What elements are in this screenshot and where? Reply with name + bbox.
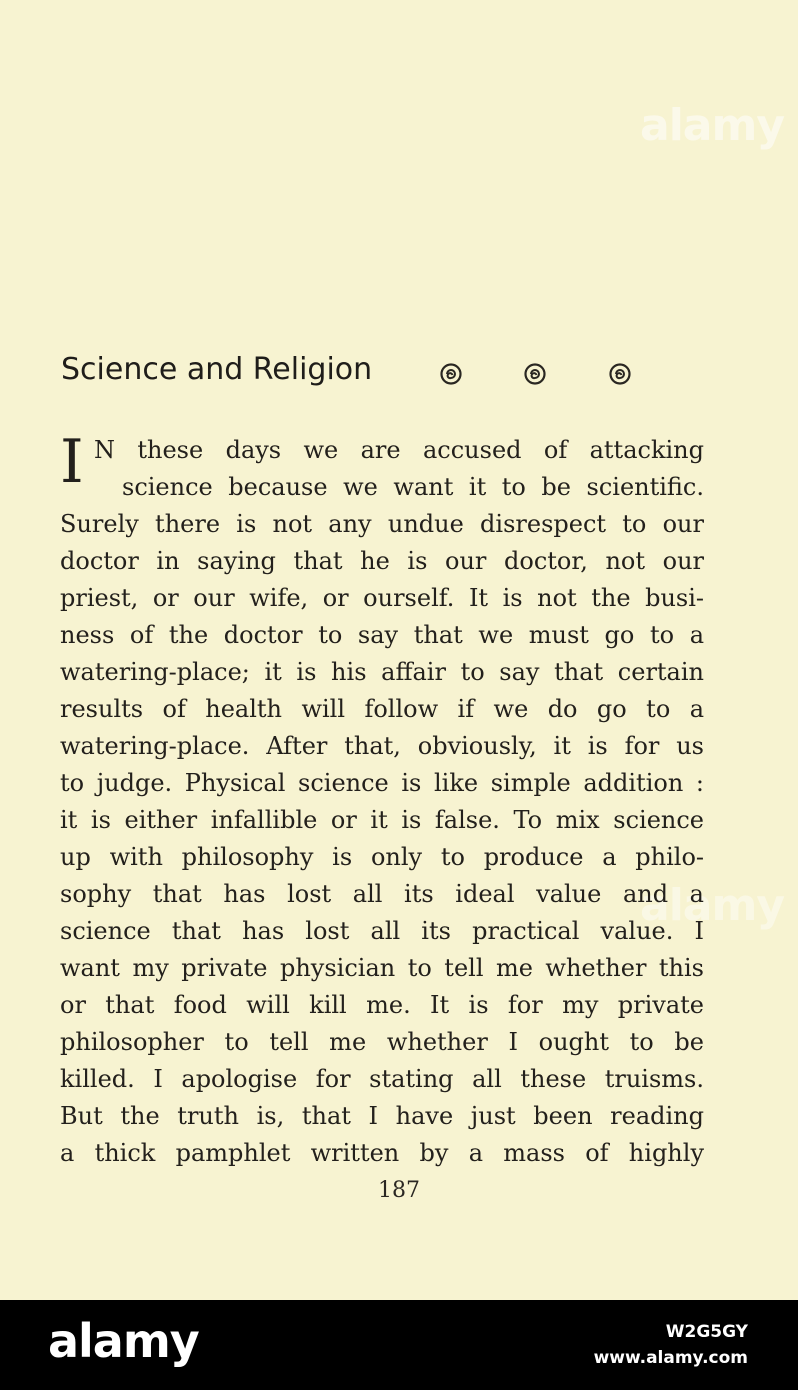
spiral-ornament-icon (523, 362, 547, 386)
drop-cap: I (60, 427, 84, 497)
chapter-title: Science and Religion (61, 352, 373, 387)
text-line: it is either infallible or it is false. To mix science (60, 806, 704, 834)
spiral-ornament-icon (608, 362, 632, 386)
text-line: Surely there is not any undue disrespect to our (60, 510, 704, 538)
text-line: But the truth is, that I have just been reading (60, 1102, 704, 1130)
text-line: or that food will kill me. It is for my private (60, 991, 704, 1019)
alamy-watermark: alamy (640, 880, 784, 931)
text-line: a thick pamphlet written by a mass of highly (60, 1139, 704, 1167)
text-line: watering-place. After that, obviously, it is for us (60, 732, 704, 760)
text-line: science because we want it to be scientific. (122, 473, 704, 501)
text-line: want my private physician to tell me whether this (60, 954, 704, 982)
chapter-heading (61, 350, 701, 394)
text-line: priest, or our wife, or ourself. It is not the busi- (60, 584, 704, 612)
text-line: up with philosophy is only to produce a philo- (60, 843, 704, 871)
text-line: results of health will follow if we do go to a (60, 695, 704, 723)
text-line: watering-place; it is his affair to say that certain (60, 658, 704, 686)
text-line: ness of the doctor to say that we must go to a (60, 621, 704, 649)
body-text (60, 427, 704, 1172)
text-line: sophy that has lost all its ideal value and a (60, 880, 704, 908)
text-line: killed. I apologise for stating all these truisms. (60, 1065, 704, 1093)
text-line: to judge. Physical science is like simple addition : (60, 769, 704, 797)
watermark-band (0, 1300, 798, 1390)
alamy-logo: alamy (48, 1314, 199, 1368)
watermark-url: www.alamy.com (593, 1348, 748, 1368)
text-line: N these days we are accused of attacking (94, 436, 704, 464)
spiral-ornament-icon (439, 362, 463, 386)
text-line: doctor in saying that he is our doctor, not our (60, 547, 704, 575)
page-number: 187 (378, 1178, 420, 1203)
text-line: philosopher to tell me whether I ought to be (60, 1028, 704, 1056)
text-line: science that has lost all its practical value. I (60, 917, 704, 945)
alamy-watermark: alamy (640, 100, 784, 151)
image-id-label: W2G5GY (665, 1322, 748, 1342)
